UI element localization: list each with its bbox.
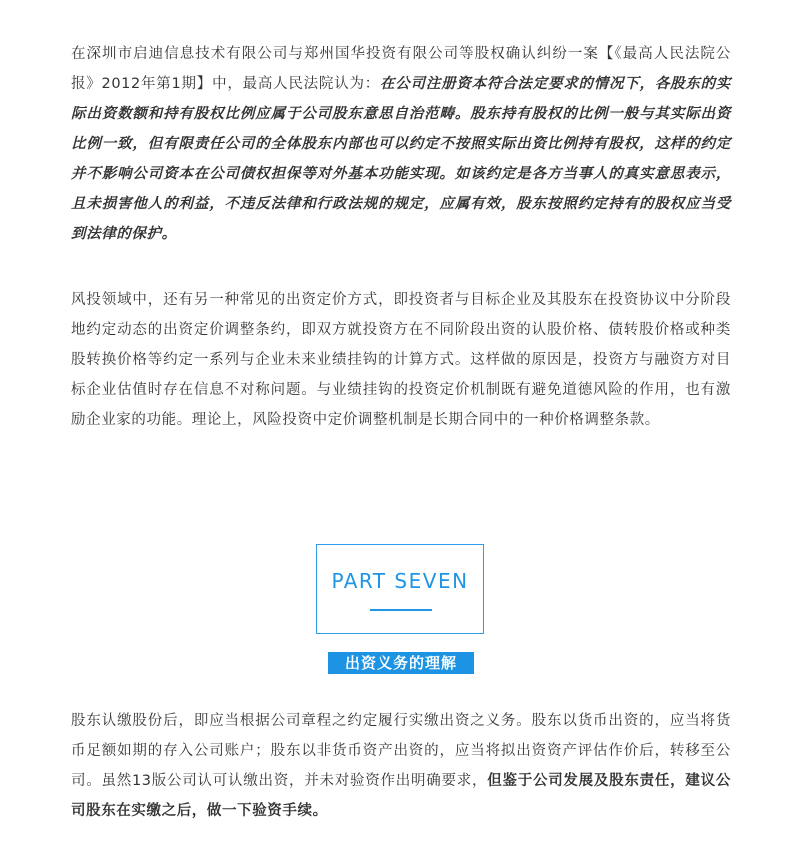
obligation-bold-advice: 但鉴于公司发展及股东责任，建议公司股东在实缴之后，做一下验资手续。 <box>71 773 731 819</box>
vc-pricing-text: 风投领域中，还有另一种常见的出资定价方式，即投资者与目标企业及其股东在投资协议中分阶段地约定动态的出资定价调整条约，即双方就投资方在不同阶段出资的认股价格、债转股价格或种类股转换价格等约定一系列与企业未来业绩挂钩的计算方式。这样做的原因是，投资方与融资方对目标企业估值时存在信息不对称问题。与业绩挂钩的投资定价机制既有避免道德风险的作用，也有激励企业家的功能。理论上，风险投资中定价调整机制是长期合同中的一种价格调整条款。 <box>71 292 731 428</box>
section-title-badge: 出资义务的理解 <box>328 652 474 674</box>
case-lead-text: 在深圳市启迪信息技术有限公司与郑州国华投资有限公司等股权确认纠纷一案【《最高人民法院公报》2012年第1期】中，最高人民法院认为： <box>71 46 731 92</box>
paragraph-capital-obligation <box>71 706 731 826</box>
paragraph-vc-pricing <box>71 285 731 435</box>
paragraph-case-citation <box>71 39 731 249</box>
court-opinion-emphasis: 在公司注册资本符合法定要求的情况下，各股东的实际出资数额和持有股权比例应属于公司股东意思自治范畴。股东持有股权的比例一般与其实际出资比例一致，但有限责任公司的全体股东内部也可以约定不按照实际出资比例持有股权，这样的约定并不影响公司资本在公司债权担保等对外基本功能实现。如该约定是各方当事人的真实意思表示，且未损害他人的利益，不违反法律和行政法规的规定，应属有效，股东按照约定持有的股权应当受到法律的保护。 <box>71 76 731 242</box>
part-label: PART SEVEN <box>331 569 469 593</box>
obligation-text: 股东认缴股份后，即应当根据公司章程之约定履行实缴出资之义务。股东以货币出资的，应当将货币足额如期的存入公司账户；股东以非货币资产出资的，应当将拟出资资产评估作价后，转移至公司。虽然13版公司认可认缴出资，并未对验资作出明确要求， <box>71 713 731 789</box>
part-seven-header-box <box>316 544 484 634</box>
part-underline <box>370 609 432 611</box>
